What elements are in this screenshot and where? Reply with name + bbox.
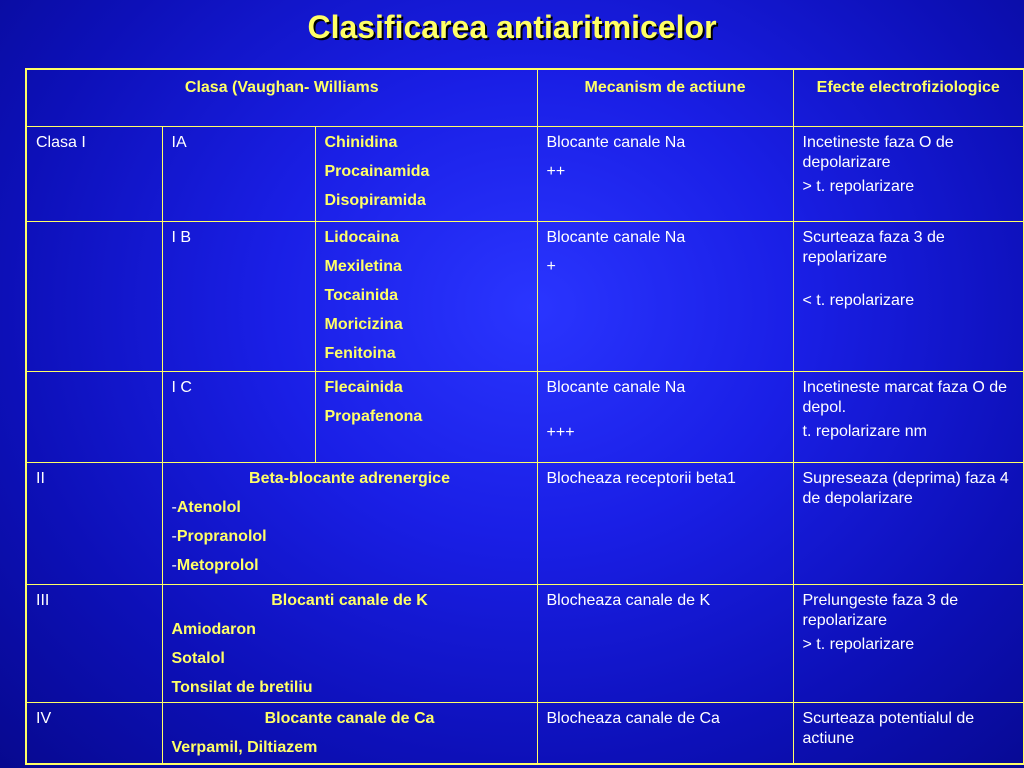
cell-drug-group	[162, 462, 537, 584]
drug-name: Fenitoina	[324, 344, 396, 362]
cell-efecte	[793, 221, 1024, 371]
cell-drugs	[315, 221, 537, 371]
efecte-line: Scurteaza faza 3 de repolarizare	[802, 228, 945, 266]
table-row-ii	[26, 462, 1024, 584]
dash-prefix: -	[171, 556, 177, 574]
cell-mecanism	[537, 371, 793, 462]
efecte-line: Incetineste faza O de depolarizare	[802, 133, 954, 171]
mecanism-line: ++	[546, 162, 566, 180]
cell-efecte	[793, 126, 1024, 221]
mecanism-line: Blocheaza canale de K	[546, 591, 711, 609]
cell-drug-group	[162, 702, 537, 764]
dash-prefix: -	[171, 527, 177, 545]
cell-efecte	[793, 584, 1024, 702]
table-row-iv	[26, 702, 1024, 764]
group-title: Blocante canale de Ca	[264, 709, 435, 727]
drug-name: Tonsilat de bretiliu	[171, 678, 313, 696]
efecte-line: t. repolarizare nm	[802, 422, 927, 440]
cell-efecte	[793, 371, 1024, 462]
cell-efecte	[793, 702, 1024, 764]
cell-clasa: Clasa I	[26, 126, 162, 221]
cell-clasa: IV	[26, 702, 162, 764]
drug-item	[172, 556, 528, 576]
drug-name: Atenolol	[176, 498, 241, 516]
cell-mecanism	[537, 462, 793, 584]
efecte-line: > t. repolarizare	[802, 177, 915, 195]
cell-mecanism	[537, 221, 793, 371]
mecanism-line: Blocante canale Na	[546, 133, 686, 151]
drug-name: Moricizina	[324, 315, 403, 333]
table-row-ic	[26, 371, 1024, 462]
efecte-line: Supreseaza (deprima) faza 4 de depolarizare	[802, 469, 1009, 507]
cell-mecanism	[537, 126, 793, 221]
mecanism-line: Blocante canale Na	[546, 378, 686, 396]
efecte-line: Prelungeste faza 3 de repolarizare	[802, 591, 959, 629]
cell-clasa: II	[26, 462, 162, 584]
group-title: Blocanti canale de K	[271, 591, 428, 609]
table-row-ia	[26, 126, 1024, 221]
drug-name: Metoprolol	[176, 556, 259, 574]
cell-drug-group	[162, 584, 537, 702]
table-row-ib	[26, 221, 1024, 371]
cell-clasa: III	[26, 584, 162, 702]
drug-name: Amiodaron	[171, 620, 256, 638]
drug-name: Verpamil, Diltiazem	[171, 738, 318, 756]
drug-name: Mexiletina	[324, 257, 402, 275]
mecanism-line: Blocheaza receptorii beta1	[546, 469, 736, 487]
header-clasa: Clasa (Vaughan- Williams	[26, 69, 537, 126]
cell-mecanism	[537, 584, 793, 702]
efecte-line: < t. repolarizare	[802, 291, 915, 309]
mecanism-line: Blocheaza canale de Ca	[546, 709, 720, 727]
drug-name: Sotalol	[171, 649, 225, 667]
slide-title: Clasificarea antiaritmicelor	[307, 9, 717, 45]
drug-name: Propranolol	[176, 527, 267, 545]
cell-subclasa: IA	[162, 126, 315, 221]
drug-name: Procainamida	[324, 162, 430, 180]
header-efecte: Efecte electrofiziologice	[793, 69, 1024, 126]
table-row-iii	[26, 584, 1024, 702]
cell-drugs	[315, 371, 537, 462]
cell-subclasa: I B	[162, 221, 315, 371]
cell-clasa	[26, 221, 162, 371]
dash-prefix: -	[171, 498, 177, 516]
cell-efecte	[793, 462, 1024, 584]
drug-item	[172, 527, 528, 547]
efecte-line: Scurteaza potentialul de actiune	[802, 709, 975, 747]
mecanism-line: +	[546, 257, 556, 275]
spacer	[547, 407, 784, 423]
cell-subclasa: I C	[162, 371, 315, 462]
cell-clasa	[26, 371, 162, 462]
header-mecanism: Mecanism de actiune	[537, 69, 793, 126]
efecte-line: > t. repolarizare	[802, 635, 915, 653]
drug-item	[172, 498, 528, 518]
drug-name: Lidocaina	[324, 228, 400, 246]
cell-mecanism	[537, 702, 793, 764]
table-header-row	[26, 69, 1024, 126]
spacer	[803, 277, 1015, 291]
mecanism-line: +++	[546, 423, 575, 441]
drug-name: Disopiramida	[324, 191, 426, 209]
cell-drugs	[315, 126, 537, 221]
classification-table	[25, 68, 1024, 765]
drug-name: Propafenona	[324, 407, 423, 425]
drug-name: Chinidina	[324, 133, 398, 151]
drug-name: Tocainida	[324, 286, 398, 304]
mecanism-line: Blocante canale Na	[546, 228, 686, 246]
drug-name: Flecainida	[324, 378, 403, 396]
efecte-line: Incetineste marcat faza O de depol.	[802, 378, 1008, 416]
group-title: Beta-blocante adrenergice	[249, 469, 450, 487]
